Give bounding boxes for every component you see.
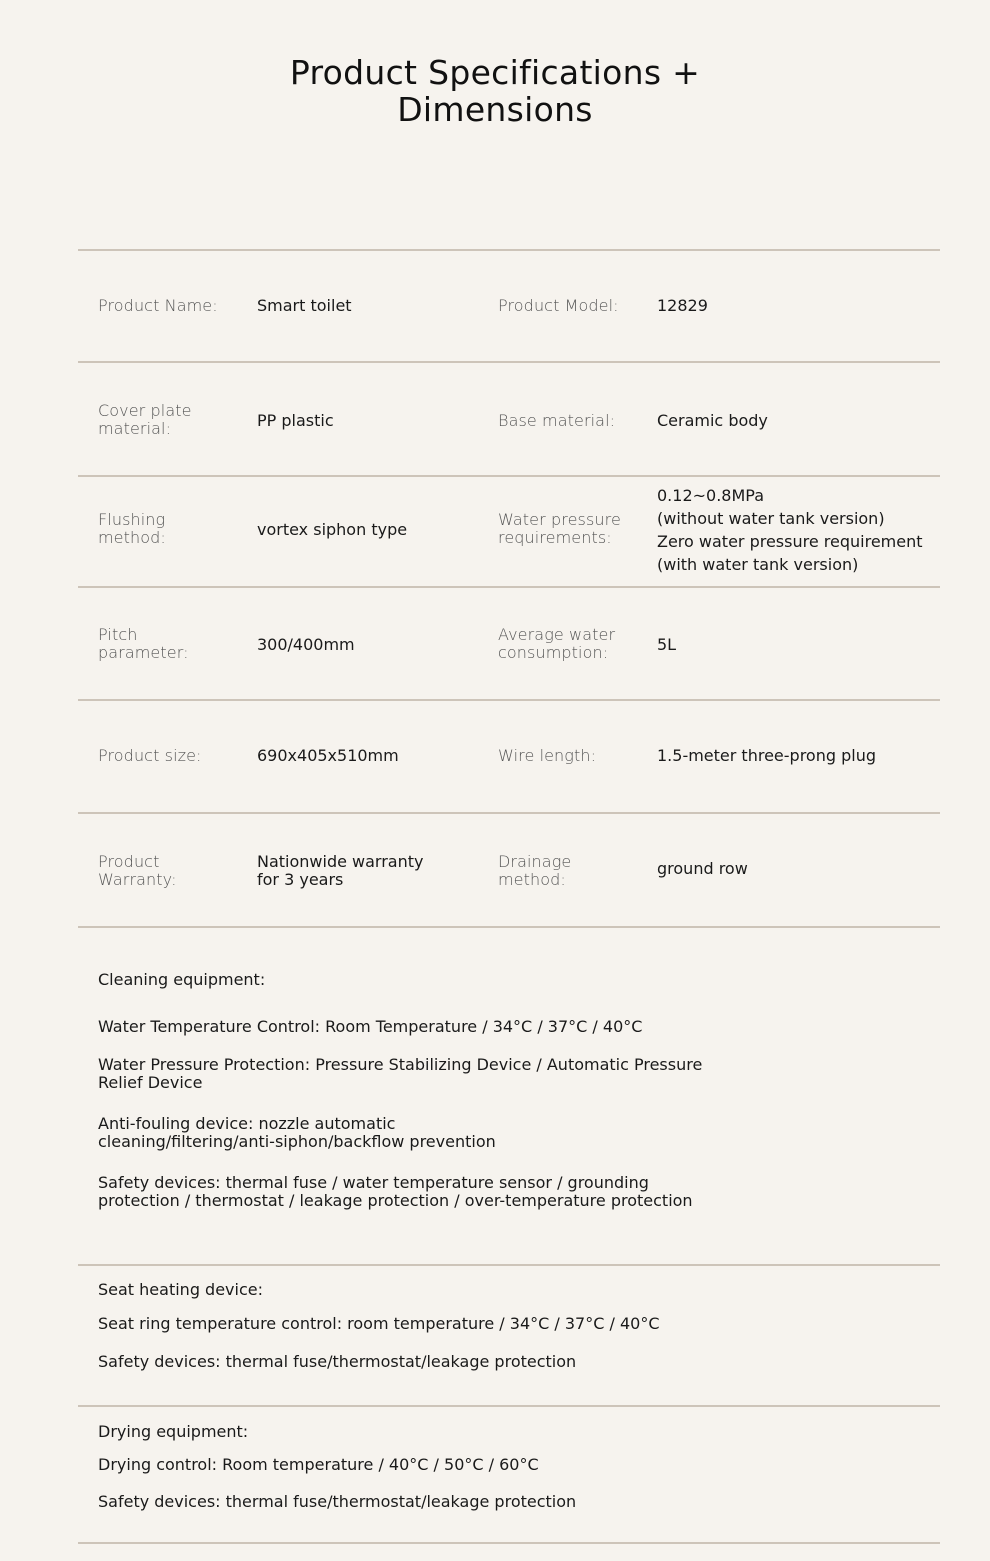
spec-label-line: Product xyxy=(98,852,160,871)
feature-item: Drying control: Room temperature / 40°C / 50°C / 60°C xyxy=(98,1455,539,1474)
spec-value-line: Nationwide warranty xyxy=(257,852,424,871)
spec-value: 1.5-meter three-prong plug xyxy=(657,746,876,765)
feature-line: cleaning/filtering/anti-siphon/backflow prevention xyxy=(98,1132,496,1151)
divider xyxy=(78,699,940,701)
feature-line: Safety devices: thermal fuse / water temperature sensor / grounding xyxy=(98,1173,649,1192)
divider xyxy=(78,475,940,477)
spec-label xyxy=(498,626,615,662)
divider xyxy=(78,1542,940,1544)
spec-value xyxy=(257,853,424,889)
spec-label: Base material: xyxy=(498,411,616,430)
section-heading: Cleaning equipment: xyxy=(98,970,266,989)
feature-item xyxy=(98,1056,898,1092)
spec-label xyxy=(498,853,571,889)
spec-value: 5L xyxy=(657,635,677,654)
spec-value xyxy=(657,484,987,576)
spec-label-line: material: xyxy=(98,419,172,438)
spec-label-line: requirements: xyxy=(498,528,612,547)
divider xyxy=(78,361,940,363)
divider xyxy=(78,249,940,251)
spec-label-line: parameter: xyxy=(98,643,189,662)
spec-value: 690x405x510mm xyxy=(257,746,399,765)
feature-line: Water Temperature Control: Room Temperature / 34°C / 37°C / 40°C xyxy=(98,1017,643,1036)
spec-value: PP plastic xyxy=(257,411,334,430)
feature-item xyxy=(98,1115,898,1151)
spec-label-line: Water pressure xyxy=(498,510,621,529)
spec-value-line: 0.12~0.8MPa xyxy=(657,486,765,505)
spec-value: 300/400mm xyxy=(257,635,355,654)
divider xyxy=(78,1264,940,1266)
spec-label-line: Flushing xyxy=(98,510,166,529)
spec-label-line: method: xyxy=(498,870,566,889)
spec-label-line: Cover plate xyxy=(98,401,192,420)
feature-line: protection / thermostat / leakage protection / over-temperature protection xyxy=(98,1191,693,1210)
feature-item xyxy=(98,1018,898,1036)
spec-label: Wire length: xyxy=(498,746,597,765)
spec-label xyxy=(98,626,189,662)
spec-value: vortex siphon type xyxy=(257,520,408,539)
spec-label xyxy=(98,511,166,547)
spec-label-line: Average water xyxy=(498,625,616,644)
spec-value: Smart toilet xyxy=(257,296,352,315)
feature-line: Anti-fouling device: nozzle automatic xyxy=(98,1114,396,1133)
feature-item xyxy=(98,1174,898,1210)
spec-value-line: for 3 years xyxy=(257,870,344,889)
divider xyxy=(78,812,940,814)
spec-value: Ceramic body xyxy=(657,411,768,430)
section-heading: Seat heating device: xyxy=(98,1280,263,1299)
spec-value-line: (without water tank version) xyxy=(657,509,885,528)
spec-label-line: Pitch xyxy=(98,625,138,644)
spec-value-line: Zero water pressure requirement xyxy=(657,532,923,551)
spec-value-line: (with water tank version) xyxy=(657,555,859,574)
spec-label xyxy=(498,511,621,547)
spec-label xyxy=(98,402,192,438)
spec-label: Product Name: xyxy=(98,296,218,315)
spec-label-line: method: xyxy=(98,528,166,547)
divider xyxy=(78,1405,940,1407)
spec-value: ground row xyxy=(657,859,748,878)
spec-label xyxy=(98,853,177,889)
page-title-line-1: Product Specifications + xyxy=(289,53,701,92)
feature-line: Water Pressure Protection: Pressure Stabilizing Device / Automatic Pressure xyxy=(98,1055,703,1074)
spec-label: Product size: xyxy=(98,746,202,765)
feature-item: Seat ring temperature control: room temperature / 34°C / 37°C / 40°C xyxy=(98,1314,660,1333)
spec-label-line: consumption: xyxy=(498,643,609,662)
feature-line: Relief Device xyxy=(98,1073,203,1092)
spec-label-line: Warranty: xyxy=(98,870,177,889)
spec-label-line: Drainage xyxy=(498,852,572,871)
page-title-line-2: Dimensions xyxy=(397,90,593,129)
divider xyxy=(78,926,940,928)
feature-item: Safety devices: thermal fuse/thermostat/leakage protection xyxy=(98,1492,577,1511)
spec-value: 12829 xyxy=(657,296,708,315)
divider xyxy=(78,586,940,588)
feature-item: Safety devices: thermal fuse/thermostat/leakage protection xyxy=(98,1352,577,1371)
spec-label: Product Model: xyxy=(498,296,619,315)
section-heading: Drying equipment: xyxy=(98,1422,249,1441)
page-title xyxy=(0,54,990,128)
